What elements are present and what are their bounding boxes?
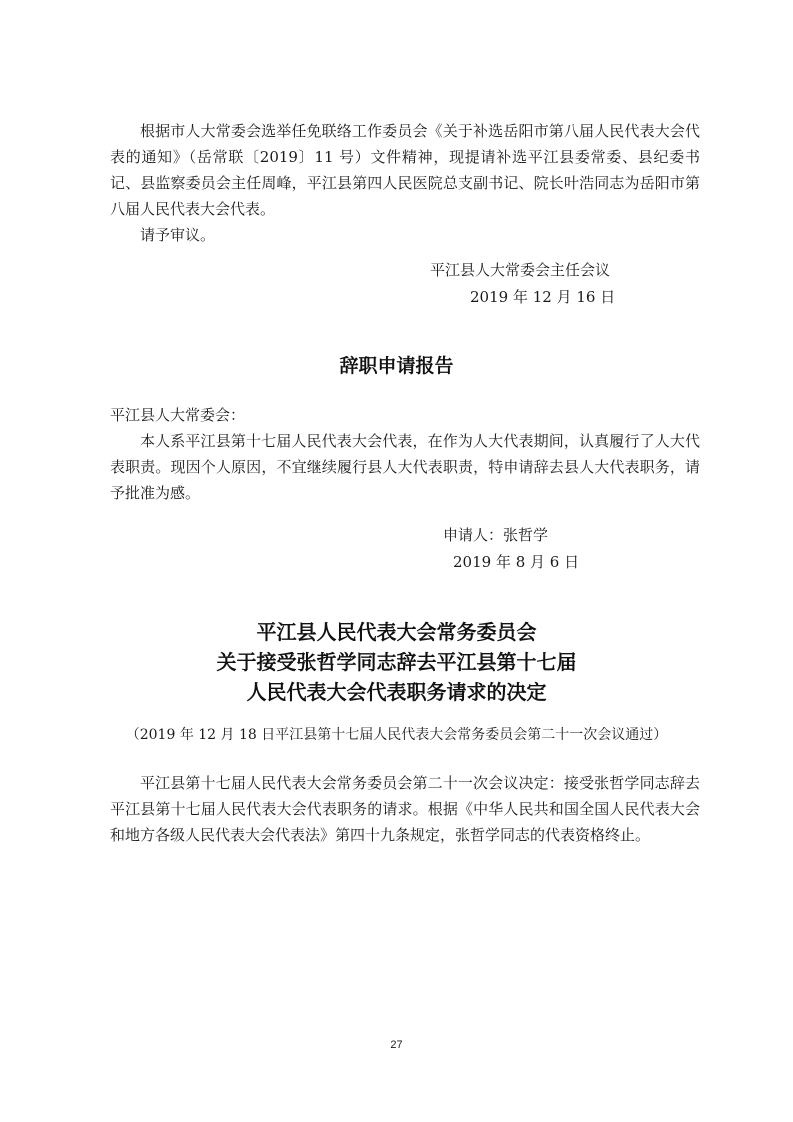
nomination-paragraph: 根据市人大常委会选举任免联络工作委员会《关于补选岳阳市第八届人民代表大会代表的通知》（岳常联〔2019〕11 号）文件精神，现提请补选平江县委常委、县纪委书记、县监察委员会主任周峰，平江县第四人民医院总支副书记、院长叶浩同志为岳阳市第八届人民代表大会代表。 — [110, 122, 700, 218]
page-number: 27 — [390, 1039, 403, 1051]
request-review-text: 请予审议。 — [140, 226, 216, 244]
applicant-name: 申请人：张哲学 — [443, 526, 549, 544]
decision-section — [110, 770, 700, 848]
application-date: 2019 年 8 月 6 日 — [453, 553, 580, 571]
resignation-section — [110, 402, 700, 506]
salutation: 平江县人大常委会： — [110, 406, 246, 424]
decision-title-line-3: 人民代表大会代表职务请求的决定 — [246, 680, 547, 704]
nomination-date: 2019 年 12 月 16 日 — [470, 288, 616, 306]
resignation-report-title: 辞职申请报告 — [339, 355, 454, 377]
nomination-section — [110, 118, 700, 248]
decision-title-line-2: 关于接受张哲学同志辞去平江县第十七届 — [216, 650, 577, 674]
decision-title — [0, 617, 793, 707]
decision-title-line-1: 平江县人民代表大会常务委员会 — [256, 620, 537, 644]
adoption-note: （2019 年 12 月 18 日平江县第十七届人民代表大会常务委员会第二十一次会议通过） — [125, 727, 668, 743]
nomination-signer: 平江县人大常委会主任会议 — [430, 261, 611, 279]
resignation-paragraph: 本人系平江县第十七届人民代表大会代表，在作为人大代表期间，认真履行了人大代表职责。现因个人原因，不宜继续履行县人大代表职责，特申请辞去县人大代表职务，请予批准为感。 — [110, 432, 700, 502]
decision-paragraph: 平江县第十七届人民代表大会常务委员会第二十一次会议决定：接受张哲学同志辞去平江县第十七届人民代表大会代表职务的请求。根据《中华人民共和国全国人民代表大会和地方各级人民代表大会代表法》第四十九条规定，张哲学同志的代表资格终止。 — [110, 774, 700, 844]
